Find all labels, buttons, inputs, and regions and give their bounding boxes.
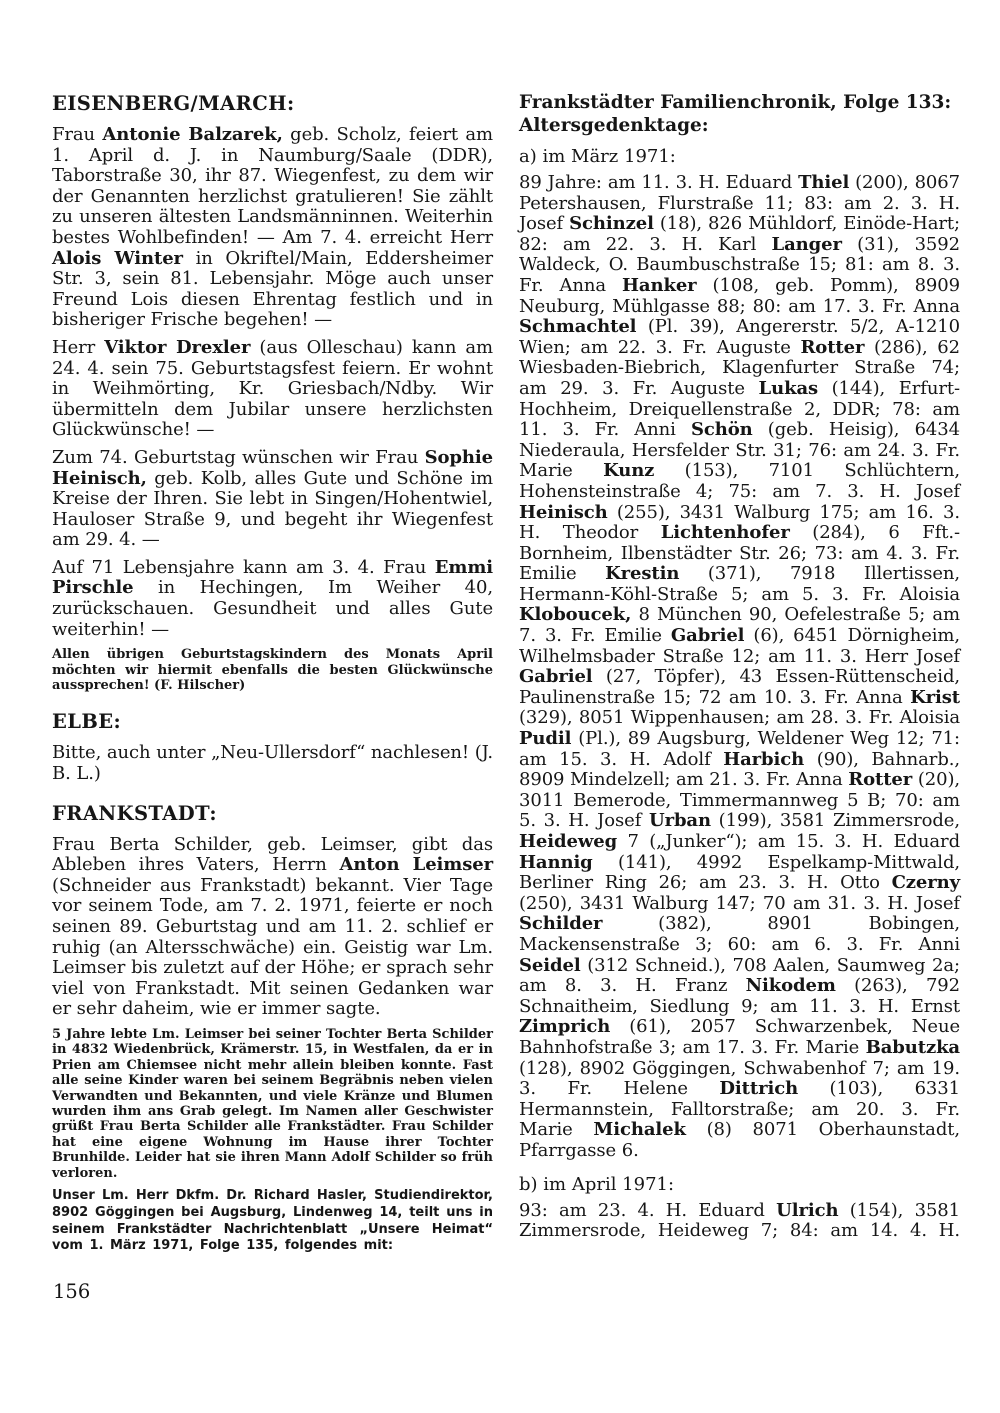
section-heading-frankstadt: FRANKSTADT:: [52, 801, 217, 825]
chronik-title-line1: Frankstädter Familienchronik, Folge 133:: [519, 92, 952, 113]
paragraph-april-birthdays: 93: am 23. 4. H. Eduard Ulrich (154), 3581 Zimmersrode, Heideweg 7; 84: am 14. 4. H.: [519, 1199, 960, 1242]
paragraph-march-birthdays: 89 Jahre: am 11. 3. H. Eduard Thiel (200), 8067 Petershausen, Flurstraße 11; 83: am 2. 3. H. Josef Schinzel (18), 826 Mühldorf, Einöde-Hart; 82: am 22. 3. H. Karl Langer (31), 3592 Waldeck, O. Baumbuschstraße 15; 81: am 8. 3. Fr. Anna Hanker (108, geb. Pomm), 8909 Neuburg, Mühlgasse 88; 80: am 17. 3. Fr. Anna Schmachtel (Pl. 39), Angererstr. 5/2, A-1210 Wien; am 22. 3. Fr. Auguste Rotter (286), 62 Wiesbaden-Biebrich, Klagenfurter Straße 74; am 29. 3. Fr. Auguste Lukas (144), Erfurt-Hochheim, Dreiquellenstraße 2, DDR; 78: am 11. 3. Fr. Anni Schön (geb. Heisig), 6434 Niederaula, Hersfelder Str. 31; 76: am 24. 3. Fr. Marie Kunz (153), 7101 Schlüchtern, Hohensteinstraße 4; 75: am 7. 3. H. Josef Heinisch (255), 3431 Walburg 175; am 16. 3. H. Theodor Lichtenhofer (284), 6 Fft.-Bornheim, Ilbenstädter Str. 26; 73: am 4. 3. Fr. Emilie Krestin (371), 7918 Illertissen, Hermann-Köhl-Straße 5; am 5. 3. Fr. Aloisia Kloboucek, 8 München 90, Oefelestraße 5; am 7. 3. Fr. Emilie Gabriel (6), 6451 Dörnigheim, Wilhelmsbader Straße 12; am 11. 3. Herr Josef Gabriel (27, Töpfer), 43 Essen-Rüttenscheid, Paulinenstraße 15; 72 am 10. 3. Fr. Anna Krist (329), 8051 Wippenhausen; am 28. 3. Fr. Aloisia Pudil (Pl.), 89 Augsburg, Weldener Weg 12; 71: am 15. 3. H. Adolf Harbich (90), Bahnarb., 8909 Mindelzell; am 21. 3. Fr. Anna Rotter (20), 3011 Bemerode, Timmermannweg 5 B; 70: am 5. 3. H. Josef Urban (199), 3581 Zimmersrode, Heideweg 7 („Junker“); am 15. 3. H. Eduard Hannig (141), 4992 Espelkamp-Mittwald, Berliner Ring 26; am 23. 3. H. Otto Czerny (250), 3431 Walburg 147; 70 am 31. 3. H. Josef Schilder (382), 8901 Bobingen, Mackensenstraße 3; 60: am 6. 3. Fr. Anni Seidel (312 Schneid.), 708 Aalen, Saumweg 2a; am 8. 3. H. Franz Nikodem (263), 792 Schnaitheim, Siedlung 9; am 11. 3. H. Ernst Zimprich (61), 2057 Schwarzenbek, Neue Bahnhofstraße 3; am 17. 3. Fr. Marie Babutzka (128), 8902 Göggingen, Schwabenhof 7; am 19. 3. Fr. Helene Dittrich (103), 6331 Hermannstein, Falltorstraße; am 20. 3. Fr. Marie Michalek (8) 8071 Oberhaunstadt, Pfarrgasse 6.: [519, 172, 961, 1161]
section-heading-elbe: ELBE:: [52, 710, 122, 734]
paragraph-elbe: Bitte, auch unter „Neu-Ullersdorf“ nachlesen! (J. B. L.): [52, 742, 493, 785]
paragraph-april-note: Allen übrigen Geburtstagskindern des Monats April möchten wir hiermit ebenfalls die besten Glückwünsche aussprechen! (F. Hilscher): [52, 647, 493, 694]
paragraph-drexler: Herr Viktor Drexler (aus Olleschau) kann am 24. 4. sein 75. Geburtstagsfest feiern. Er wohnt in Weihmörting, Kr. Griesbach/Ndby. Wir übermitteln dem Jubilar unsere herzlichsten Glückwünsche! —: [52, 336, 493, 441]
chronik-title: [519, 92, 960, 137]
paragraph-leimser-obituary: Frau Berta Schilder, geb. Leimser, gibt das Ableben ihres Vaters, Herrn Anton Leimser (Schneider aus Frankstadt) bekannt. Vier Tage vor seinem Tode, am 7. 2. 1971, feierte er noch seinen 89. Geburtstag und am 11. 2. schlief er ruhig (an Altersschwäche) ein. Geistig war Lm. Leimser bis zuletzt auf der Höhe; er sprach sehr viel von Frankstadt. Mit seinen Gedanken war er sehr daheim, wie er immer sagte.: [52, 833, 493, 1020]
subhead-march: a) im März 1971:: [519, 146, 676, 167]
right-column: [519, 92, 960, 1255]
paragraph-hasler-notice: Unser Lm. Herr Dkfm. Dr. Richard Hasler, Studiendirektor, 8902 Göggingen bei Augsburg, Lindenweg 14, teilt uns in seinem Frankstädter Nachrichtenblatt „Unsere Heimat“ vom 1. März 1971, Folge 135, folgendes mit:: [52, 1188, 493, 1254]
paragraph-balzarek-winter: Frau Antonie Balzarek, geb. Scholz, feiert am 1. April d. J. in Naumburg/Saale (DDR), Taborstraße 30, ihr 87. Wiegenfest, zu dem wir der Genannten herzlichst gratulieren! Sie zählt zu unseren ältesten Landsmänninnen. Weiterhin bestes Wohlbefinden! — Am 7. 4. erreicht Herr Alois Winter in Okriftel/Main, Eddersheimer Str. 3, sein 81. Lebensjahr. Möge auch unser Freund Lois diesen Ehrentag festlich und in bisheriger Frische begehen! —: [52, 124, 493, 331]
left-column: [52, 92, 493, 1255]
page-number: 156: [53, 1280, 91, 1303]
paragraph-leimser-details: 5 Jahre lebte Lm. Leimser bei seiner Tochter Berta Schilder in 4832 Wiedenbrück, Krämerstr. 15, in Westfalen, da er in Prien am Chiemsee nicht mehr allein bleiben konnte. Fast alle seine Kinder waren bei seinem Begräbnis neben vielen Verwandten und Bekannten, und viele Kränze und Blumen wurden ihm ans Grab gelegt. Im Namen aller Geschwister grüßt Frau Berta Schilder alle Frankstädter. Frau Schilder hat eine eigene Wohnung im Hause ihrer Tochter Brunhilde. Leider hat sie ihren Mann Adolf Schilder so früh verloren.: [52, 1027, 493, 1181]
chronik-title-line2: Altersgedenktage:: [519, 114, 709, 136]
paragraph-pirschle: Auf 71 Lebensjahre kann am 3. 4. Frau Emmi Pirschle in Hechingen, Im Weiher 40, zurückschauen. Gesundheit und alles Gute weiterhin! —: [52, 556, 493, 640]
paragraph-heinisch: Zum 74. Geburtstag wünschen wir Frau Sophie Heinisch, geb. Kolb, alles Gute und Schöne im Kreise der Ihren. Sie lebt in Singen/Hohentwiel, Hauloser Straße 9, und begeht ihr Wiegenfest am 29. 4. —: [52, 446, 493, 551]
section-heading-eisenberg: EISENBERG/MARCH:: [52, 92, 295, 115]
subhead-april: b) im April 1971:: [519, 1173, 675, 1195]
